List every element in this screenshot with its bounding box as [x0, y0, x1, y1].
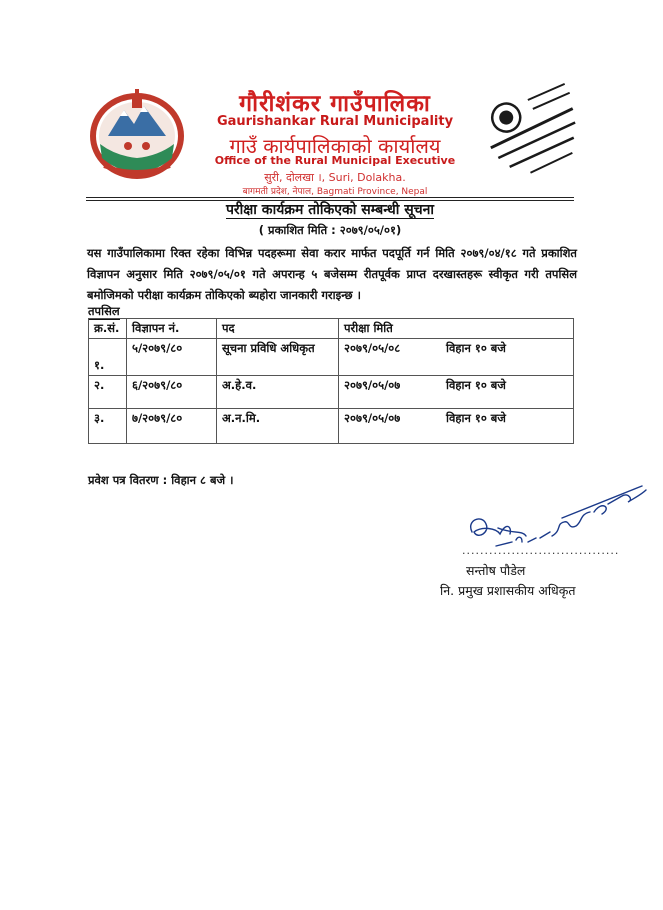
table-header-row [89, 319, 574, 339]
office-name-np: गाउँ कार्यपालिकाको कार्यालय [229, 134, 441, 158]
cell-exam-date [339, 409, 574, 444]
cell-post: अ.हे.व. [217, 376, 339, 409]
signature-line: ................................... [462, 544, 620, 557]
cell-serial: १. [89, 339, 127, 376]
exam-time: विहान १० बजे [446, 411, 506, 425]
header-exam-date: परीक्षा मिति [339, 319, 574, 339]
exam-date: २०७९/०५/०८ [344, 341, 401, 355]
table-row [89, 409, 574, 444]
exam-date: २०७९/०५/०७ [344, 411, 401, 425]
office-stamp-icon [478, 82, 588, 182]
cell-post: अ.न.मि. [217, 409, 339, 444]
header-ad-number: विज्ञापन नं. [127, 319, 217, 339]
table-row [89, 339, 574, 376]
cell-ad-number: ५/२०७९/८० [127, 339, 217, 376]
cell-post: सूचना प्रविधि अधिकृत [217, 339, 339, 376]
exam-time: विहान १० बजे [446, 378, 506, 392]
section-heading: तपसिल [88, 304, 120, 318]
cell-exam-date [339, 376, 574, 409]
cell-ad-number: ६/२०७९/८० [127, 376, 217, 409]
office-name-en: Office of the Rural Municipal Executive [214, 154, 456, 167]
notice-title: परीक्षा कार्यक्रम तोकिएको सम्बन्धी सूचना [225, 202, 435, 218]
admit-card-note: प्रवेश पत्र वितरण : विहान ८ बजे । [88, 473, 234, 487]
header-serial: क्र.सं. [89, 319, 127, 339]
office-address: सुरी, दोलखा ।, Suri, Dolakha. [264, 171, 406, 184]
exam-time: विहान १० बजे [446, 341, 506, 355]
office-province: बागमती प्रदेश, नेपाल, Bagmati Province, Nepal [242, 187, 428, 197]
signatory-name: सन्तोष पौडेल [466, 563, 526, 578]
cell-ad-number: ७/२०७९/८० [127, 409, 217, 444]
municipality-name-np: गौरीशंकर गाउँपालिका [239, 91, 431, 117]
letterhead-rule [86, 197, 574, 198]
cell-exam-date [339, 339, 574, 376]
header-post: पद [217, 319, 339, 339]
exam-schedule-table [88, 318, 574, 444]
municipality-name-en: Gaurishankar Rural Municipality [216, 114, 454, 129]
signatory-title: नि. प्रमुख प्रशासकीय अधिकृत [440, 583, 576, 598]
cell-serial: ३. [89, 409, 127, 444]
cell-serial: २. [89, 376, 127, 409]
notice-body: यस गाउँपालिकामा रिक्त रहेका विभिन्न पदहरूमा सेवा करार मार्फत पदपूर्ति गर्न मिति २०७९/०४/१८ गते प्रकाशित विज्ञापन अनुसार मिति २०७९/०५/०१ गते अपरान्ह ५ बजेसम्म रीतपूर्वक प्राप्त दरखास्तहरू स्वीकृत गरी तपसिल बमोजिमको परीक्षा कार्यक्रम तोकिएको ब्यहोरा जानकारी गराइन्छ । [87, 246, 577, 302]
exam-date: २०७९/०५/०७ [344, 378, 401, 392]
published-date: ( प्रकाशित मिति : २०७९/०५/०१) [258, 223, 402, 237]
table-row [89, 376, 574, 409]
